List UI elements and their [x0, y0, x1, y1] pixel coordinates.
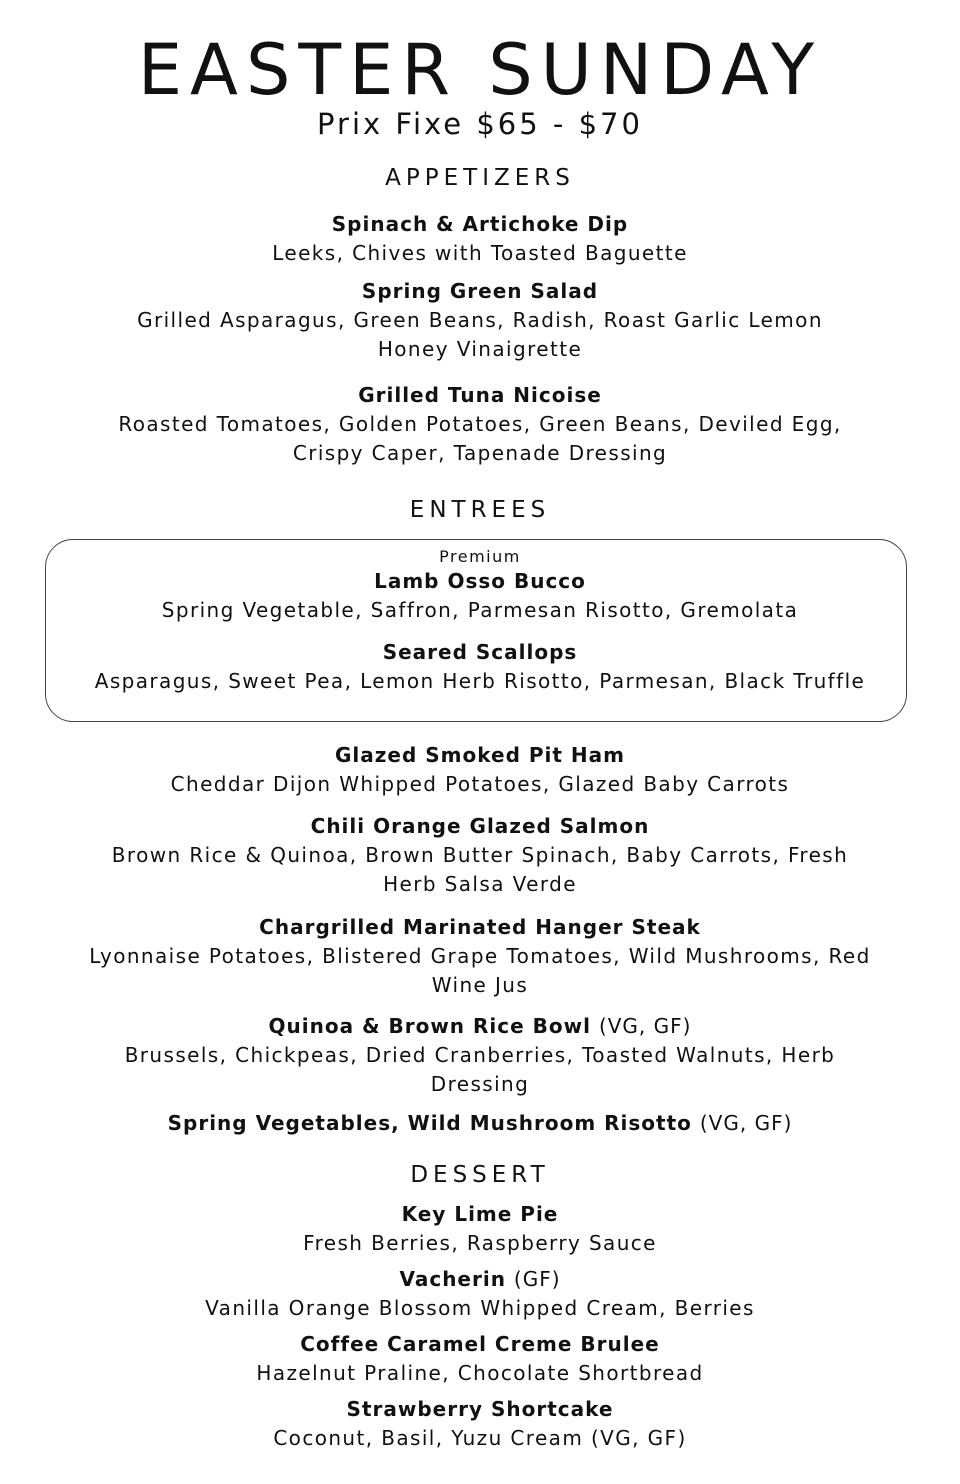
item-name: Chili Orange Glazed Salmon — [310, 814, 650, 838]
premium-item — [40, 567, 920, 625]
item-name: Seared Scallops — [382, 640, 578, 664]
dietary-note: (VG, GF) — [598, 1014, 692, 1038]
dietary-note: (VG, GF) — [699, 1111, 793, 1135]
menu-item — [110, 381, 850, 468]
menu-item — [60, 1265, 900, 1323]
menu-subtitle: Prix Fixe $65 - $70 — [317, 107, 643, 141]
item-name: Lamb Osso Bucco — [374, 569, 586, 593]
menu-item — [60, 1200, 900, 1258]
item-name: Strawberry Shortcake — [346, 1397, 614, 1421]
item-description: Lyonnaise Potatoes, Blistered Grape Tomatoes, Wild Mushrooms, Red Wine Jus — [89, 944, 871, 997]
premium-label: Premium — [439, 547, 521, 566]
menu-item — [120, 277, 840, 364]
entrees-heading: ENTREES — [409, 497, 551, 523]
menu-item — [85, 913, 875, 1000]
dessert-heading: DESSERT — [410, 1162, 550, 1188]
menu-item — [105, 812, 855, 899]
item-name: Coffee Caramel Creme Brulee — [300, 1332, 660, 1356]
item-name: Spring Vegetables, Wild Mushroom Risotto — [167, 1111, 692, 1135]
item-description: Brussels, Chickpeas, Dried Cranberries, Toasted Walnuts, Herb Dressing — [124, 1043, 836, 1096]
item-name: Key Lime Pie — [401, 1202, 559, 1226]
item-name: Quinoa & Brown Rice Bowl — [268, 1014, 591, 1038]
item-name: Grilled Tuna Nicoise — [358, 383, 602, 407]
menu-item — [60, 210, 900, 268]
item-name: Glazed Smoked Pit Ham — [335, 743, 625, 767]
menu-item — [60, 1330, 900, 1388]
menu-title: EASTER SUNDAY — [137, 29, 823, 111]
item-description: Grilled Asparagus, Green Beans, Radish, Roast Garlic Lemon Honey Vinaigrette — [137, 308, 823, 361]
premium-item — [40, 638, 920, 696]
item-description: Hazelnut Praline, Chocolate Shortbread — [256, 1361, 704, 1385]
appetizers-heading: APPETIZERS — [385, 165, 575, 191]
item-description: Roasted Tomatoes, Golden Potatoes, Green Beans, Deviled Egg, Crispy Caper, Tapenade Dressing — [118, 412, 842, 465]
item-name: Chargrilled Marinated Hanger Steak — [259, 915, 701, 939]
item-description: Coconut, Basil, Yuzu Cream (VG, GF) — [273, 1426, 687, 1450]
item-description: Spring Vegetable, Saffron, Parmesan Risotto, Gremolata — [161, 598, 799, 622]
item-description: Fresh Berries, Raspberry Sauce — [303, 1231, 657, 1255]
menu-item — [60, 1109, 900, 1138]
menu-item — [60, 741, 900, 799]
item-description: Brown Rice & Quinoa, Brown Butter Spinach, Baby Carrots, Fresh Herb Salsa Verde — [111, 843, 849, 896]
item-description: Asparagus, Sweet Pea, Lemon Herb Risotto, Parmesan, Black Truffle — [94, 669, 866, 693]
item-description: Leeks, Chives with Toasted Baguette — [272, 241, 688, 265]
menu-item — [60, 1395, 900, 1453]
item-name: Spinach & Artichoke Dip — [331, 212, 629, 236]
item-description: Vanilla Orange Blossom Whipped Cream, Berries — [205, 1296, 755, 1320]
dietary-note: (GF) — [513, 1267, 561, 1291]
item-name: Spring Green Salad — [361, 279, 599, 303]
menu-item — [120, 1012, 840, 1099]
item-name: Vacherin — [399, 1267, 506, 1291]
item-description: Cheddar Dijon Whipped Potatoes, Glazed Baby Carrots — [170, 772, 790, 796]
